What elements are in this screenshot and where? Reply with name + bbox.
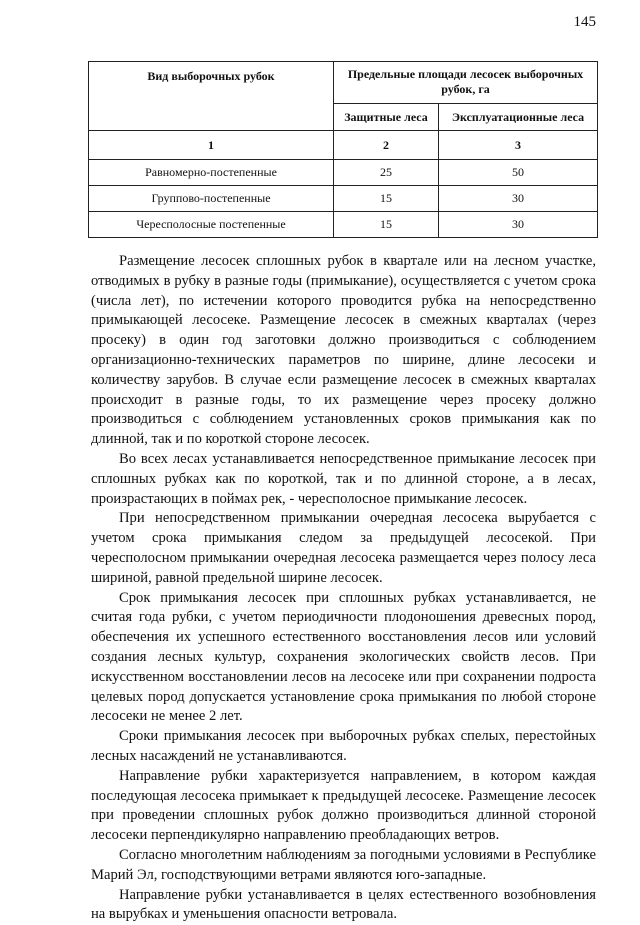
- paragraph: Направление рубки устанавливается в целях естественного возобновления на вырубках и уменьшения опасности ветровала.: [91, 886, 596, 925]
- cell-protective-value: 25: [334, 160, 439, 186]
- table-header-row: [89, 62, 598, 104]
- cell-exploitation-value: 30: [439, 212, 598, 238]
- cell-cutting-type: Равномерно-постепенные: [89, 160, 334, 186]
- page-number: 145: [574, 14, 597, 31]
- paragraph: Согласно многолетним наблюдениям за погодными условиями в Республике Марий Эл, господствующими ветрами являются юго-западные.: [91, 846, 596, 886]
- paragraph: Срок примыкания лесосек при сплошных рубках устанавливается, не считая года рубки, с учетом периодичности плодоношения древесных пород, обеспечения их успешного естественного восстановления лесов или условий создания лесных культур, сохранения экологических свойств лесов. При искусственном восстановлении лесов на лесосеке или при сохранении подроста целевых пород допускается установление срока примыкания по любой стороне лесосеки не менее 2 лет.: [91, 589, 596, 728]
- column-number: 1: [89, 131, 334, 160]
- column-number-row: [89, 131, 598, 160]
- cell-cutting-type: Чересполосные постепенные: [89, 212, 334, 238]
- header-area-limits: Предельные площади лесосек выборочных рубок, га: [334, 62, 598, 104]
- cell-exploitation-value: 50: [439, 160, 598, 186]
- cell-exploitation-value: 30: [439, 186, 598, 212]
- body-text: [91, 252, 596, 925]
- header-cutting-type: Вид выборочных рубок: [89, 62, 334, 131]
- paragraph: Во всех лесах устанавливается непосредственное примыкание лесосек при сплошных рубках как по короткой, так и по длинной стороне, а в лесах, произрастающих в поймах рек, - чересполосное примыкание лесосек.: [91, 450, 596, 509]
- table-row: [89, 160, 598, 186]
- column-number: 3: [439, 131, 598, 160]
- cutting-area-table: [88, 61, 598, 238]
- paragraph: Сроки примыкания лесосек при выборочных рубках спелых, перестойных лесных насаждений не устанавливаются.: [91, 727, 596, 767]
- table-row: [89, 186, 598, 212]
- paragraph: При непосредственном примыкании очередная лесосека вырубается с учетом срока примыкания следом за предыдущей лесосекой. При чересполосном примыкании очередная лесосека размещается через полосу леса шириной, равной предельной ширине лесосек.: [91, 509, 596, 588]
- column-number: 2: [334, 131, 439, 160]
- cell-protective-value: 15: [334, 186, 439, 212]
- paragraph: Направление рубки характеризуется направлением, в котором каждая последующая лесосека примыкает к предыдущей лесосеке. Размещение лесосек при проведении сплошных рубок должно производиться длинной стороной лесосеки перпендикулярно направлению преобладающих ветров.: [91, 767, 596, 846]
- header-exploitation-forests: Эксплуатационные леса: [439, 104, 598, 131]
- header-protective-forests: Защитные леса: [334, 104, 439, 131]
- cell-cutting-type: Группово-постепенные: [89, 186, 334, 212]
- paragraph: Размещение лесосек сплошных рубок в квартале или на лесном участке, отводимых в рубку в разные годы (примыкание), осуществляется с учетом срока (числа лет), по истечении которого проводится рубка на непосредственно примыкающей лесосеке. Размещение лесосек в смежных кварталах (через просеку) в один год заготовки должно производиться с соблюдением организационно-технических параметров по ширине, длине лесосеки и количеству зарубов. В случае если размещение лесосек в смежных кварталах происходит в разные годы, то их размещение через просеку должно производиться с соблюдением установленных сроков примыкания как по длинной, так и по короткой стороне лесосек.: [91, 252, 596, 450]
- cell-protective-value: 15: [334, 212, 439, 238]
- table-row: [89, 212, 598, 238]
